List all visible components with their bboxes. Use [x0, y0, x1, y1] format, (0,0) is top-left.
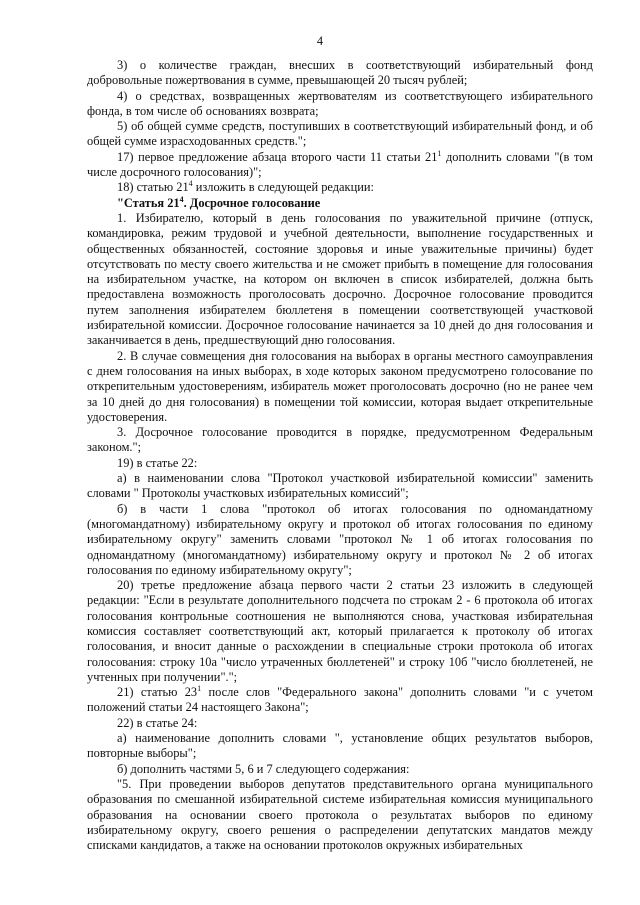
- page-number: 4: [316, 34, 324, 48]
- paragraph: 3. Досрочное голосование проводится в порядке, предусмотренном Федеральным законом.";: [87, 425, 593, 455]
- paragraph: 18) статью $21^4$ изложить в следующей редакции:: [117, 179, 374, 195]
- paragraph: "5. При проведении выборов депутатов представительного органа муниципального образования по смешанной избирательной системе избирательная комиссия муниципального образования на основании своего протокола о результатах выборов по единому избирательному округу, своего решения о распределении депутатских мандатов между списками кандидатов, а также на основании протоколов окружных избирательных: [87, 776, 593, 853]
- paragraph: 5) об общей сумме средств, поступивших в соответствующий избирательный фонд, и об общей сумме израсходованных средств.";: [87, 119, 593, 149]
- paragraph: 17) первое предложение абзаца второго части 11 статьи $21^1$ дополнить словами "(в том числе досрочного голосования)";: [87, 148, 593, 180]
- paragraph: 4) о средствах, возвращенных жертвователям из соответствующего избирательного фонда, в том числе об основаниях возврата;: [87, 88, 593, 118]
- paragraph: 22) в статье 24:: [117, 715, 198, 730]
- article-heading: "Статья $21^4$. Досрочное голосование: [117, 194, 321, 210]
- paragraph: 3) о количестве граждан, внесших в соответствующий избирательный фонд добровольные пожертвования в сумме, превышающей 20 тысяч рублей;: [87, 58, 593, 88]
- paragraph: 1. Избирателю, который в день голосования по уважительной причине (отпуск, командировка, режим трудовой и учебной деятельности, выполнение государственных и общественных обязанностей, состояние здоровья и иные уважительные причины) будет отсутствовать по месту своего жительства и не сможет прибыть в помещение для голосования на избирательном участке, на котором он включен в список избирателей, должна быть предоставлена возможность проголосовать досрочно. Досрочное голосование проводится путем заполнения избирателем бюллетеня в помещении соответствующей участковой избирательной комиссии. Досрочное голосование начинается за 10 дней до дня голосования и заканчивается в день, предшествующий дню голосования.: [87, 210, 593, 348]
- paragraph: 21) статью $23^1$ после слов "Федерального закона" дополнить словами "и с учетом положений статьи 24 настоящего Закона";: [87, 684, 594, 715]
- paragraph: 20) третье предложение абзаца первого части 2 статьи 23 изложить в следующей редакции: "Если в результате дополнительного подсчета по строкам 2 - 6 протокола об итогах голосования контрольные соотношения не выполняются снова, участковая избирательная комиссия составляет соответствующий акт, который прилагается к протоколу об итогах голосования, и вносит данные о расхождении в специальные строки протокола об итогах голосования: строку 10а "число утраченных бюллетеней" и строку 10б "число бюллетеней, не учтенных при получении".";: [87, 578, 593, 684]
- paragraph: б) дополнить частями 5, 6 и 7 следующего содержания:: [117, 761, 410, 776]
- paragraph: а) наименование дополнить словами ", установление общих результатов выборов, повторные выборы";: [87, 731, 593, 761]
- document-body: [87, 58, 593, 853]
- paragraph: а) в наименовании слова "Протокол участковой избирательной комиссии" заменить словами " Протоколы участковых избирательных комиссий";: [87, 471, 593, 501]
- paragraph: б) в части 1 слова "протокол об итогах голосования по одномандатному (многомандатному) избирательному округу и протокол об итогах голосования по единому избирательному округу" заменить словами "протокол № 1 об итогах голосования по одномандатному (многомандатному) избирательному округу и протокол № 2 об итогах голосования по единому избирательному округу";: [87, 501, 593, 577]
- paragraph: 2. В случае совмещения дня голосования на выборах в органы местного самоуправления с днем голосования на иных выборах, в ходе которых законом предусмотрено голосование по открепительным удостоверениям, избиратель может проголосовать досрочно (но не ранее чем за 10 дней до дня голосования) в помещении той комиссии, которая выдает открепительные удостоверения.: [87, 348, 593, 424]
- paragraph: 19) в статье 22:: [117, 455, 198, 470]
